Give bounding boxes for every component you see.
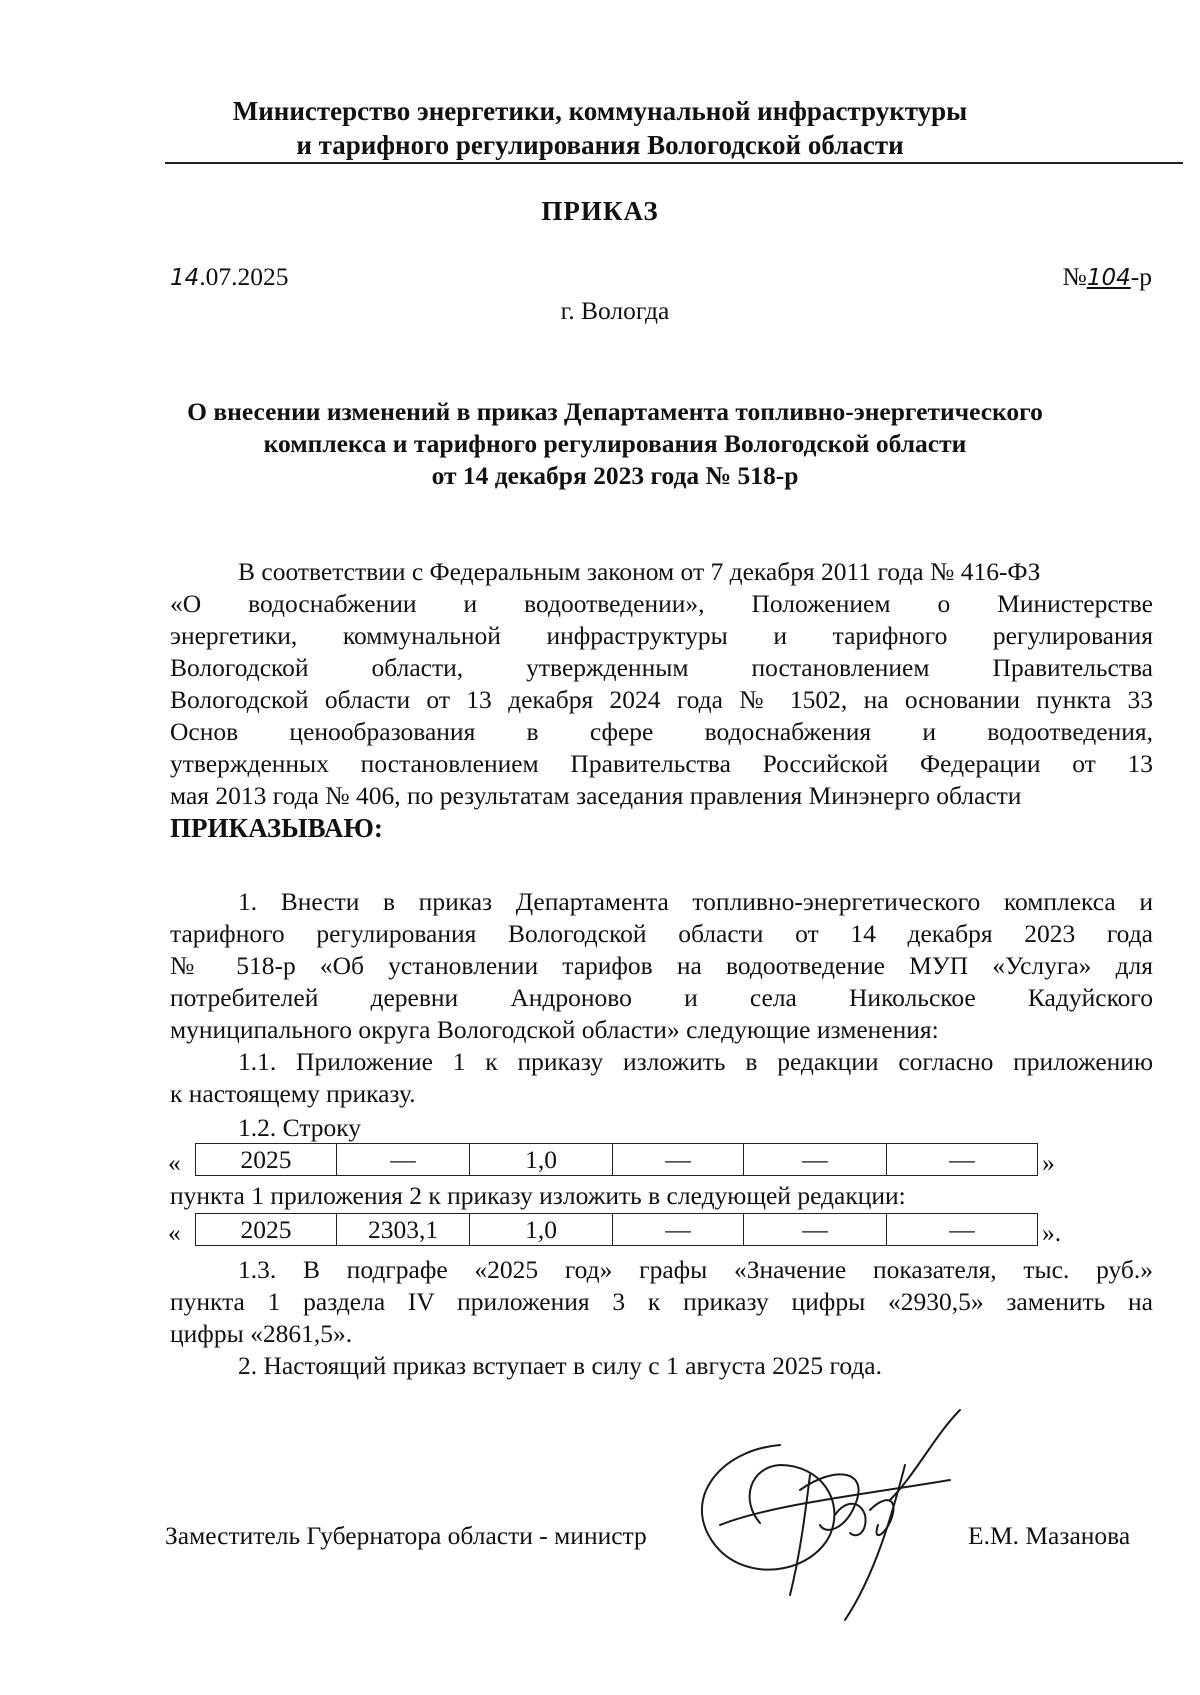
item1-3-first: 1.3. В подграфе «2025 год» графы «Значение показателя, тыс. руб.» xyxy=(238,1255,1153,1284)
table-cell: 1,0 xyxy=(470,1214,613,1246)
preamble-line: Основ ценообразования в сфере водоснабжения и водоотведения, xyxy=(170,717,1153,746)
table-cell: — xyxy=(887,1214,1038,1246)
date-printed: .07.2025 xyxy=(199,262,289,291)
item1-3-third: цифры «2861,5». xyxy=(170,1319,353,1348)
item1-1-second: к настоящему приказу. xyxy=(170,1079,416,1108)
item1-line: муниципального округа Вологодской области» следующие изменения: xyxy=(170,1015,939,1044)
order-date xyxy=(170,262,289,292)
number-prefix: № xyxy=(1062,262,1087,291)
subject-line1: О внесении изменений в приказ Департамента топливно-энергетического xyxy=(187,397,1043,426)
table-cell: 1,0 xyxy=(470,1144,613,1176)
document-title: ПРИКАЗ xyxy=(541,196,659,226)
new-row-table xyxy=(195,1213,1038,1246)
handwritten-signature xyxy=(660,1405,980,1635)
subject-line2: комплекса и тарифного регулирования Вологодской области xyxy=(263,429,967,458)
subject-line3: от 14 декабря 2023 года № 518-р xyxy=(431,461,799,490)
preamble-line: «О водоснабжении и водоотведении», Положением о Министерстве xyxy=(170,589,1153,618)
signatory-name: Е.М. Мазанова xyxy=(968,1521,1131,1550)
preamble-line: энергетики, коммунальной инфраструктуры и тарифного регулирования xyxy=(170,621,1153,650)
order-number xyxy=(1063,262,1153,292)
handwritten-number: 104 xyxy=(1086,265,1131,291)
table-cell: 2025 xyxy=(196,1144,337,1176)
item1-line: потребителей деревни Андроново и села Никольское Кадуйского xyxy=(170,983,1153,1012)
item1-2-between: пункта 1 приложения 2 к приказу изложить в следующей редакции: xyxy=(170,1181,906,1210)
city: г. Вологда xyxy=(560,296,670,325)
item1-3-second: пункта 1 раздела IV приложения 3 к приказу цифры «2930,5» заменить на xyxy=(170,1287,1153,1316)
preamble-line: Вологодской области от 13 декабря 2024 года № 1502, на основании пункта 33 xyxy=(170,685,1153,714)
ministry-name-line1: Министерство энергетики, коммунальной инфраструктуры xyxy=(232,96,968,126)
item1-line: тарифного регулирования Вологодской области от 14 декабря 2023 года xyxy=(170,919,1153,948)
table-cell: — xyxy=(744,1214,887,1246)
quote-open: « xyxy=(168,1148,181,1177)
preamble-line: Вологодской области, утвержденным постановлением Правительства xyxy=(170,653,1153,682)
signatory-position: Заместитель Губернатора области - министр xyxy=(165,1521,647,1550)
table-cell: 2025 xyxy=(196,1214,337,1246)
header-divider xyxy=(165,162,1183,164)
preamble-line: мая 2013 года № 406, по результатам заседания правления Минэнерго области xyxy=(170,781,1022,810)
item1-line: № 518-р «Об установлении тарифов на водоотведение МУП «Услуга» для xyxy=(170,951,1153,980)
quote-close: » xyxy=(1042,1148,1055,1177)
table-cell: 2303,1 xyxy=(337,1214,470,1246)
item1-1-first: 1.1. Приложение 1 к приказу изложить в редакции согласно приложению xyxy=(238,1047,1153,1076)
item1-first-line: 1. Внести в приказ Департамента топливно-энергетического комплекса и xyxy=(238,887,1153,916)
handwritten-day: 14 xyxy=(170,265,200,291)
preamble-line: утвержденных постановлением Правительства Российской Федерации от 13 xyxy=(170,749,1153,778)
table-cell: — xyxy=(744,1144,887,1176)
ministry-name-line2: и тарифного регулирования Вологодской области xyxy=(296,130,904,160)
number-suffix: -р xyxy=(1130,262,1152,291)
old-row-table xyxy=(195,1143,1038,1176)
item2: 2. Настоящий приказ вступает в силу с 1 августа 2025 года. xyxy=(238,1351,882,1380)
table-cell: — xyxy=(613,1144,744,1176)
preamble-first-line: В соответствии с Федеральным законом от 7 декабря 2011 года № 416-ФЗ xyxy=(238,557,1041,586)
table-cell: — xyxy=(887,1144,1038,1176)
quote-close: ». xyxy=(1042,1218,1062,1247)
item1-2-label: 1.2. Строку xyxy=(238,1113,362,1142)
table-cell: — xyxy=(613,1214,744,1246)
table-cell: — xyxy=(337,1144,470,1176)
directive: ПРИКАЗЫВАЮ: xyxy=(170,813,383,843)
quote-open: « xyxy=(168,1218,181,1247)
